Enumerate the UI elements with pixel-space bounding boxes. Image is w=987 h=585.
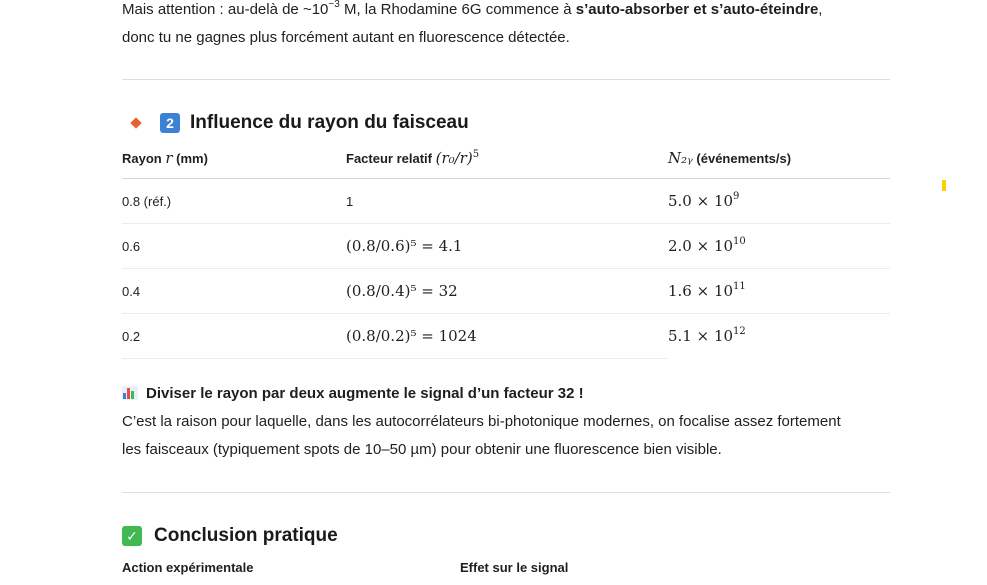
cell-factor: (0.8/0.4)⁵ = 32 [346,269,668,314]
section-title: Conclusion pratique [154,525,338,546]
highlight-block [122,380,890,464]
radius-table [122,138,890,359]
divider [122,79,890,80]
table-header-row [122,138,890,179]
divider [122,492,890,493]
cell-events: $5.0 \times 10^9$ [668,179,890,224]
table-row [122,179,890,224]
highlight-line-2: les faisceaux (typiquement spots de 10–50 µm) pour obtenir une fluorescence bien visible. [122,441,722,458]
section-title: Influence du rayon du faisceau [190,112,469,133]
section-heading-conclusion [122,525,338,547]
table-row [122,314,890,359]
header-factor: Facteur relatif $(r_0/r)^5$ [346,138,668,179]
cell-events: $2.0 \times 10^{10}$ [668,224,890,269]
section-heading-beam-radius [122,112,469,134]
intro-line-1: Mais attention : au-delà de $\sim 10^{-3}$ M, la Rhodamine 6G commence à s’auto-absorber et s’auto-éteindre, [122,0,823,18]
cell-radius: 0.8 (réf.) [122,179,346,224]
cell-radius: 0.4 [122,269,346,314]
header-action: Action expérimentale [122,560,254,575]
cell-radius: 0.6 [122,224,346,269]
header-radius: Rayon r (mm) [122,138,346,179]
scroll-position-marker [942,180,946,191]
cell-radius: 0.2 [122,314,346,359]
cell-factor: 1 [346,179,668,224]
number-2-icon: 2 [160,113,180,133]
intro-line-2: donc tu ne gagnes plus forcément autant en fluorescence détectée. [122,29,570,46]
highlight-bold-line: Diviser le rayon par deux augmente le signal d’un facteur 32 ! [122,380,890,408]
bar-chart-icon [122,386,138,400]
cell-events: $1.6 \times 10^{11}$ [668,269,890,314]
table-row [122,224,890,269]
check-mark-icon: ✓ [122,526,142,546]
header-events: N₂ᵧ (événements/s) [668,138,890,179]
diamond-bullet-icon [130,117,141,128]
highlight-line-1: C’est la raison pour laquelle, dans les autocorrélateurs bi-photonique modernes, on focalise assez fortement [122,413,841,430]
cell-events: $5.1 \times 10^{12}$ [668,326,746,346]
cell-factor: (0.8/0.6)⁵ = 4.1 [346,224,668,269]
intro-paragraph [122,0,890,52]
table-row [122,269,890,314]
header-effect: Effet sur le signal [460,560,569,575]
cell-factor: (0.8/0.2)⁵ = 1024 [346,314,668,359]
